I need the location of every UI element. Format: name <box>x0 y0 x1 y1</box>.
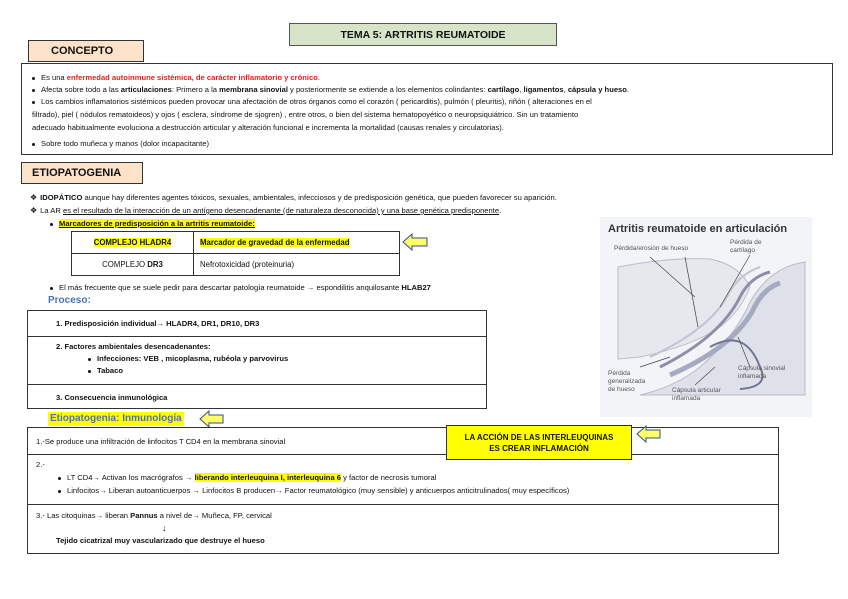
inmuno-row-2-bullet-2: Linfocitos→ Liberan autoanticuerpos → Linfocitos B producen→ Factor reumatológico (muy sensible) y anticuerpos anticitrulinados( muy específicos) <box>58 486 569 496</box>
inmuno-row-2-num: 2.- <box>36 460 45 469</box>
markers-label: Marcadores de predisposición a la artritis reumatoide: <box>50 219 255 229</box>
diagram-title: Artritis reumatoide en articulación <box>608 223 788 235</box>
proceso-step-1: 1. Predisposición individual→ HLADR4, DR1, DR10, DR3 <box>56 319 260 328</box>
label-perdida-erosion: Pérdida/erosión de hueso <box>614 245 689 252</box>
concepto-bullet-4: Sobre todo muñeca y manos (dolor incapacitante) <box>32 139 209 149</box>
proceso-step-3: 3. Consecuencia inmunológica <box>56 393 168 402</box>
proceso-box <box>27 310 487 409</box>
label-perdida-generalizada: Pérdida generalizada de hueso <box>608 370 646 393</box>
concepto-bullet-1: Es una enfermedad autoinmune sistémica, de carácter inflamatorio y crónico. <box>32 73 320 83</box>
inmuno-row-1: 1.-Se produce una infiltración de linfocitos T CD4 en la membrana sinovial <box>36 437 286 446</box>
label-perdida-cartilago: Pérdida de cartílago <box>730 239 762 254</box>
table-cell: Marcador de gravedad de la enfermedad <box>194 232 400 254</box>
table-row <box>72 254 400 276</box>
inmuno-row-3: 3.- Las citoquinas→ liberan Pannus a nivel de→ Muñeca, FP, cervical <box>36 511 272 520</box>
joint-diagram <box>600 217 812 417</box>
down-arrow-icon: ↓ <box>162 523 167 533</box>
label-capsula-articular: Cápsula articular inflamada <box>672 387 721 402</box>
proceso-label: Proceso: <box>48 295 91 306</box>
inmunologia-label: Etiopatogenia: Inmunología <box>50 413 182 424</box>
left-arrow-icon <box>199 410 225 428</box>
etiopatogenia-heading: ETIOPATOGENIA <box>21 162 143 184</box>
concepto-bullet-3: Los cambios inflamatorios sistémicos pueden provocar una afectación de otros órganos como el corazón ( pericarditis), pulmón ( pleuritis), riñón ( alteraciones en el <box>32 97 592 107</box>
concepto-bullet-3-cont-1: filtrado), piel ( nódulos rematoideos) y ojos ( esclera, síndrome de sjogren) , entre otros, o bien del sistema hematopoyético o neuropsiquiátrico. Sin un tratamiento <box>32 110 579 119</box>
table-cell: Nefrotoxicidad (proteinuria) <box>194 254 400 276</box>
concepto-bullet-3-cont-2: adecuado habitualmente evoluciona a destrucción articular y alteración funcional e incrementa la mortalidad (causas renales y circulatorias). <box>32 123 504 132</box>
etio-line-idiopatico: ❖ IDOPÁTICO aunque hay diferentes agentes tóxicos, sexuales, ambientales, infecciosos y de predisposición genética, que pueden favorecer su aparición. <box>30 193 557 202</box>
concepto-section <box>21 63 833 155</box>
inmuno-row-2-bullet-1: LT CD4→ Activan los macrógrafos → liberando interleuquina I, interleuquina 6 y factor de necrosis tumoral <box>58 473 436 483</box>
diamond-bullet-icon: ❖ <box>30 193 38 202</box>
inmuno-row-3-result: Tejido cicatrizal muy vascularizado que destruye el hueso <box>56 536 265 545</box>
concepto-heading: CONCEPTO <box>28 40 144 62</box>
inmunologia-box <box>27 427 779 554</box>
diamond-bullet-icon: ❖ <box>30 206 38 215</box>
left-arrow-icon <box>402 233 429 251</box>
proceso-step-2-item-1: Infecciones: VEB , micoplasma, rubéola y parvovirus <box>88 354 288 364</box>
page-title: TEMA 5: ARTRITIS REUMATOIDE <box>289 23 557 46</box>
table-cell: COMPLEJO HLADR4 <box>72 232 194 254</box>
etio-line-hlab27: El más frecuente que se suele pedir para descartar patología reumatoide → espondilitis anquilosante HLAB27 <box>50 283 431 293</box>
interleuquinas-callout: LA ACCIÓN DE LAS INTERLEUQUINAS ES CREAR INFLAMACIÓN <box>446 425 632 460</box>
markers-table <box>71 231 400 276</box>
proceso-step-2: 2. Factores ambientales desencadenantes: <box>56 342 211 351</box>
etio-line-interaccion: ❖ La AR es el resultado de la interacción de un antígeno desencadenante (de naturaleza desconocida) y una base genética predisponente. <box>30 206 502 215</box>
label-capsula-sinovial: Cápsula sinovial inflamada <box>738 365 786 380</box>
table-cell: COMPLEJO DR3 <box>72 254 194 276</box>
table-row <box>72 232 400 254</box>
proceso-step-2-item-2: Tabaco <box>88 366 123 376</box>
left-arrow-icon <box>636 425 662 443</box>
concepto-bullet-2: Afecta sobre todo a las articulaciones: Primero a la membrana sinovial y posteriormente se extiende a los elementos colindantes: cartílago, ligamentos, cápsula y hueso. <box>32 85 629 95</box>
